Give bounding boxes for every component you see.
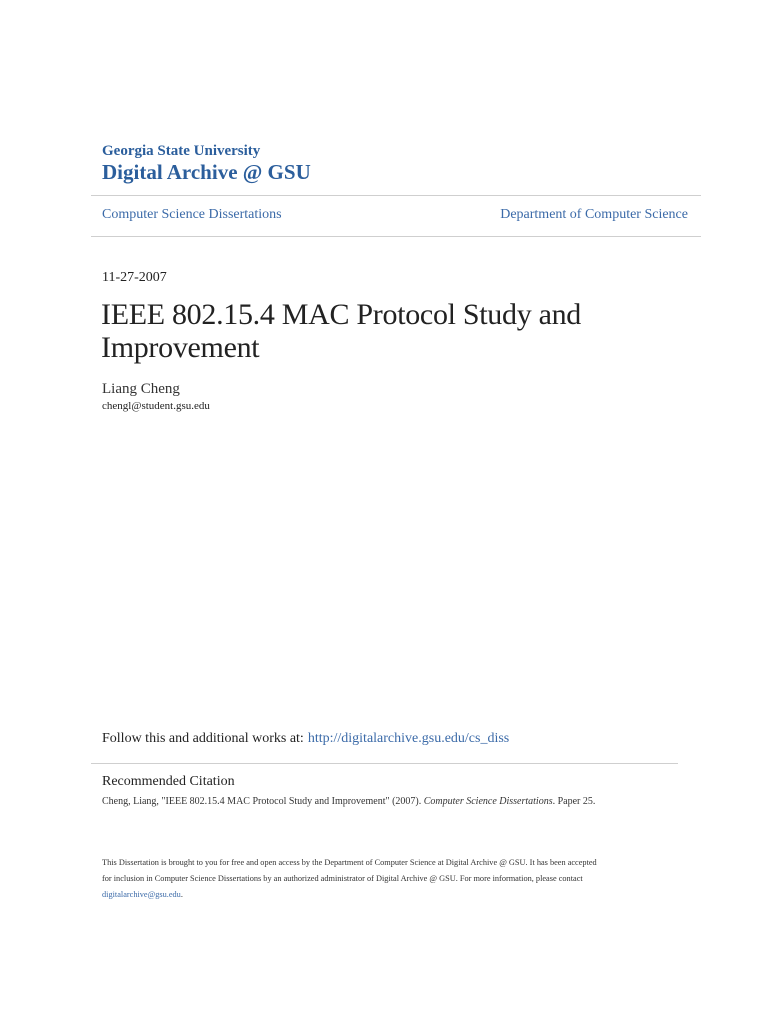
author-email: chengl@student.gsu.edu: [102, 400, 210, 412]
notice-line-2: for inclusion in Computer Science Dissertations by an authorized administrator of Digital Archive @ GSU. For more information, please contact: [102, 874, 583, 883]
archive-title[interactable]: Digital Archive @ GSU: [102, 160, 311, 184]
access-notice: [102, 855, 682, 903]
notice-line-3: [102, 887, 682, 903]
publication-date: 11-27-2007: [102, 270, 167, 285]
citation-text-after: . Paper 25.: [552, 796, 596, 807]
contact-email-link[interactable]: digitalarchive@gsu.edu: [102, 890, 181, 899]
recommended-citation-heading: Recommended Citation: [102, 774, 235, 789]
notice-end: .: [180, 890, 183, 899]
divider-follow: [91, 763, 678, 764]
citation-text: [102, 796, 595, 807]
collection-link[interactable]: Computer Science Dissertations: [102, 207, 282, 222]
divider-nav: [91, 236, 701, 237]
notice-line-1: This Dissertation is brought to you for free and open access by the Department of Computer Science at Digital Archive @ GSU. It has been accepted: [102, 858, 597, 867]
follow-line: [102, 731, 509, 747]
divider-top: [91, 195, 701, 196]
author-name: Liang Cheng: [102, 381, 180, 397]
citation-series: Computer Science Dissertations: [423, 796, 553, 807]
citation-text-before: Cheng, Liang, "IEEE 802.15.4 MAC Protocol Study and Improvement" (2007).: [102, 796, 424, 807]
follow-prefix: Follow this and additional works at:: [102, 731, 304, 746]
document-title: IEEE 802.15.4 MAC Protocol Study and Improvement: [101, 298, 582, 364]
department-link[interactable]: Department of Computer Science: [500, 207, 688, 222]
collection-url-link[interactable]: http://digitalarchive.gsu.edu/cs_diss: [307, 731, 510, 746]
university-name: Georgia State University: [102, 143, 261, 159]
